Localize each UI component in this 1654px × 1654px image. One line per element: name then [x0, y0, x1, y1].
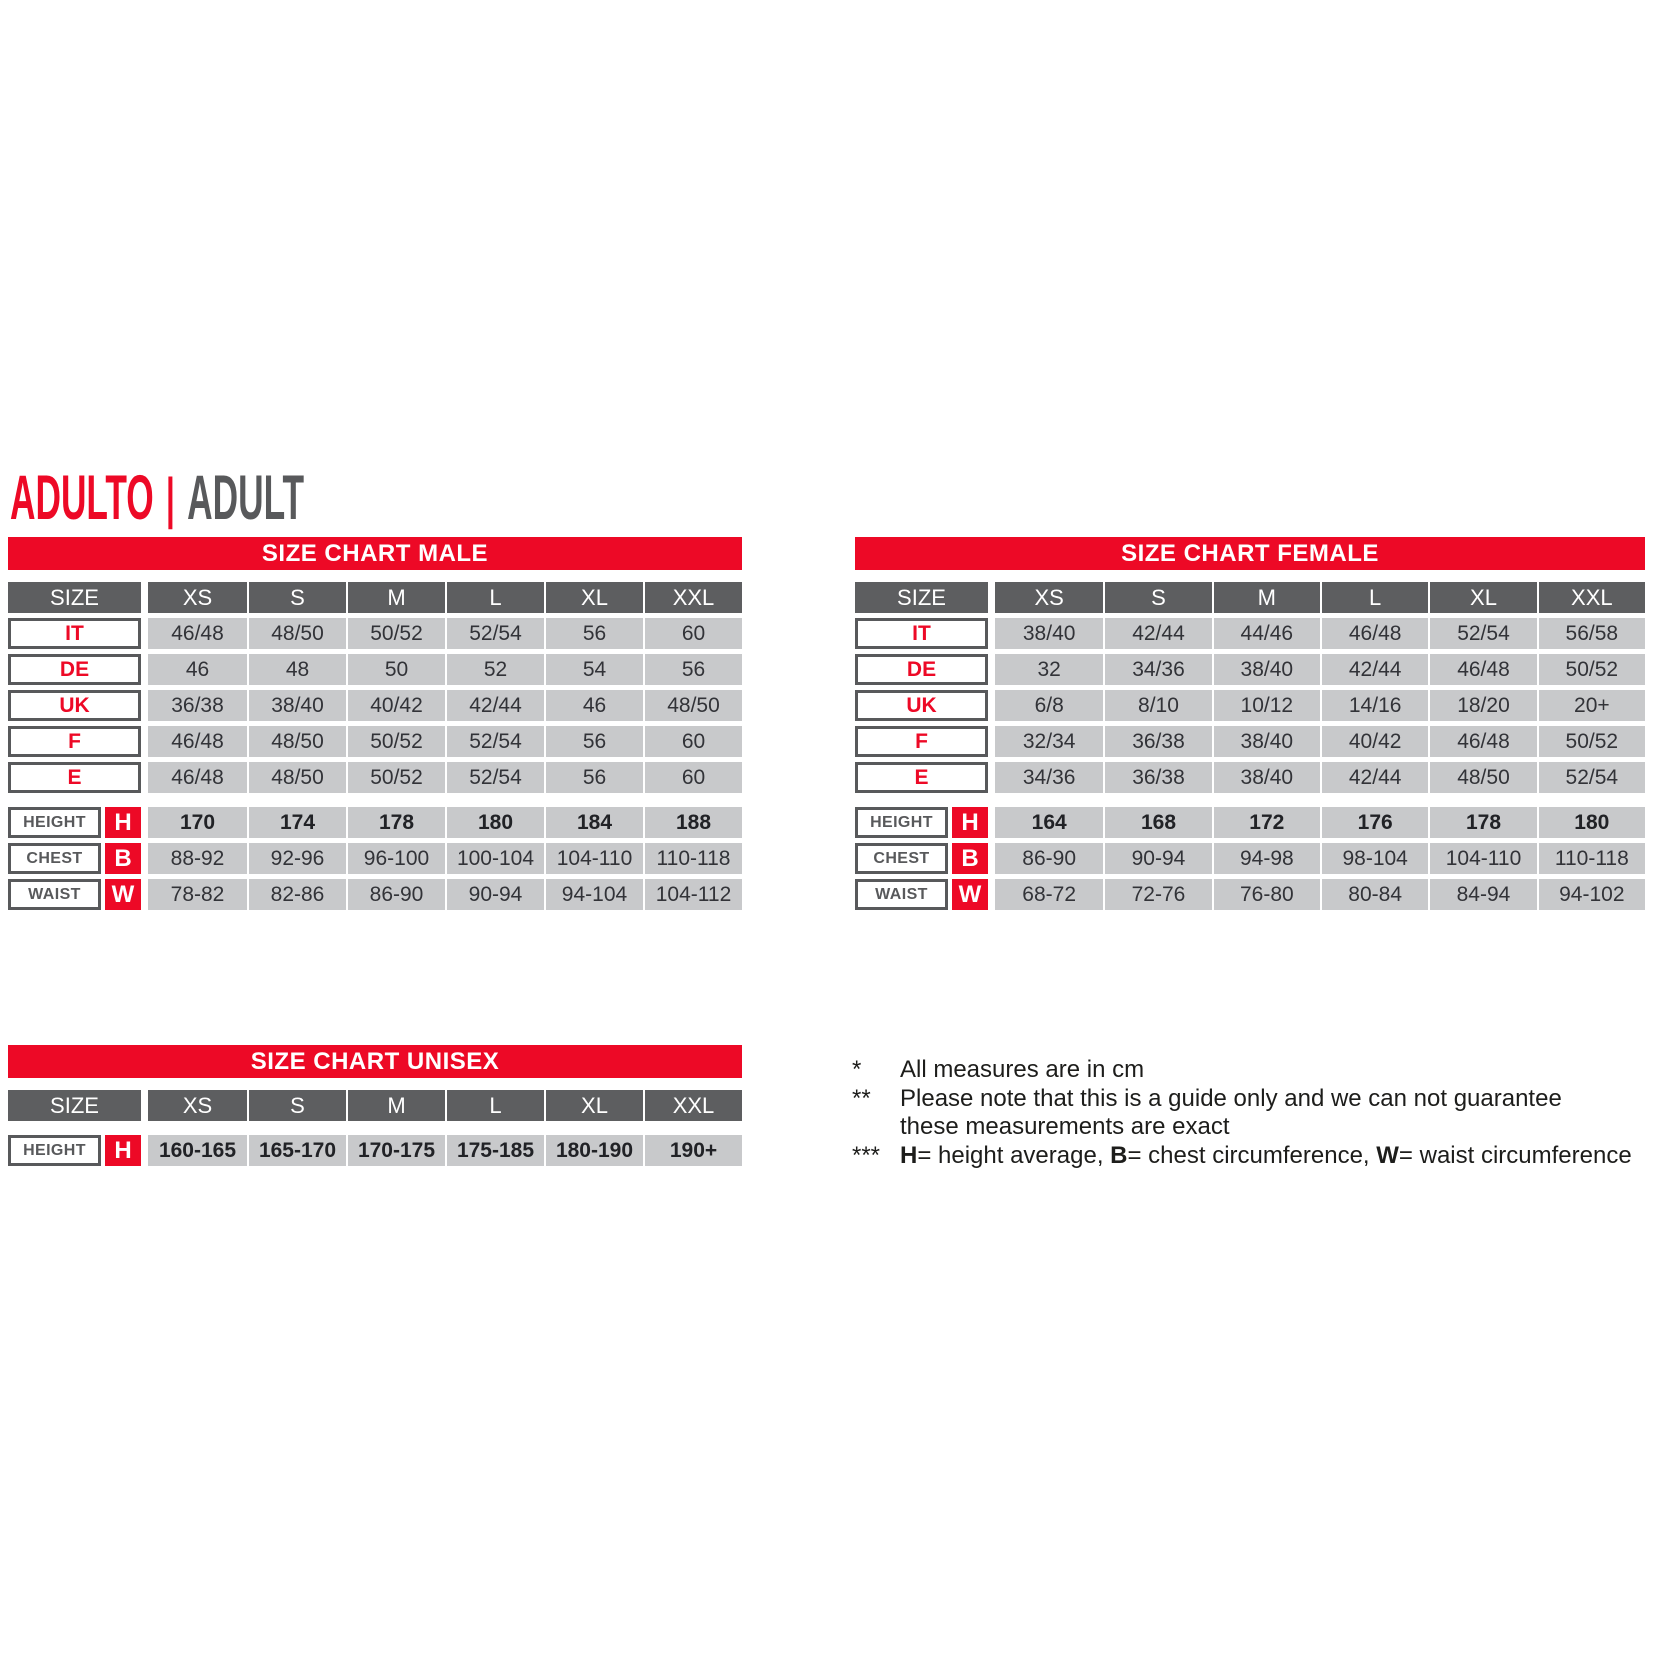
- column-header-l: L: [1320, 582, 1428, 613]
- column-header-m: M: [346, 582, 445, 613]
- column-gap: [141, 843, 148, 874]
- column-header-m: M: [1212, 582, 1320, 613]
- measure-label-text: WAIST: [8, 879, 101, 910]
- size-value-cell: 92-96: [247, 843, 346, 874]
- footnotes: [852, 1056, 1652, 1170]
- size-value-cell: 178: [1428, 807, 1536, 838]
- row-label-e: E: [855, 762, 988, 793]
- conversion-row-f: [8, 726, 742, 757]
- size-value-cell: 32: [995, 654, 1103, 685]
- column-gap: [141, 879, 148, 910]
- size-value-cell: 8/10: [1103, 690, 1211, 721]
- size-value-cell: 48/50: [1428, 762, 1536, 793]
- size-value-cell: 168: [1103, 807, 1211, 838]
- size-value-cell: 46/48: [148, 726, 247, 757]
- size-value-cell: 165-170: [247, 1135, 346, 1166]
- size-value-cell: 48/50: [247, 726, 346, 757]
- conversion-row-f: [855, 726, 1645, 757]
- size-value-cell: 94-104: [544, 879, 643, 910]
- size-value-cell: 42/44: [1103, 618, 1211, 649]
- measure-label-height: [855, 807, 988, 838]
- column-gap: [988, 654, 995, 685]
- size-value-cell: 76-80: [1212, 879, 1320, 910]
- header-row-female: [855, 582, 1645, 613]
- measure-letter-badge: B: [952, 843, 988, 874]
- size-value-cell: 50/52: [346, 762, 445, 793]
- size-value-cell: 180-190: [544, 1135, 643, 1166]
- column-header-l: L: [445, 582, 544, 613]
- measure-letter-badge: H: [105, 1135, 141, 1166]
- size-value-cell: 90-94: [1103, 843, 1211, 874]
- size-value-cell: 42/44: [1320, 654, 1428, 685]
- measure-label-text: WAIST: [855, 879, 948, 910]
- footnote-marker: ***: [852, 1141, 881, 1169]
- measure-label-text: HEIGHT: [855, 807, 948, 838]
- column-gap: [141, 654, 148, 685]
- size-value-cell: 172: [1212, 807, 1320, 838]
- size-value-cell: 34/36: [995, 762, 1103, 793]
- column-header-s: S: [247, 582, 346, 613]
- row-label-uk: UK: [8, 690, 141, 721]
- size-value-cell: 100-104: [445, 843, 544, 874]
- column-gap: [141, 690, 148, 721]
- size-value-cell: 110-118: [1537, 843, 1645, 874]
- column-header-xl: XL: [544, 1090, 643, 1121]
- measure-row-height: [8, 807, 742, 838]
- footnote-1: [852, 1056, 1652, 1085]
- column-gap: [988, 807, 995, 838]
- column-header-size: SIZE: [855, 582, 988, 613]
- size-value-cell: 42/44: [1320, 762, 1428, 793]
- size-value-cell: 56: [544, 762, 643, 793]
- header-row-male: [8, 582, 742, 613]
- size-value-cell: 56: [544, 726, 643, 757]
- size-value-cell: 164: [995, 807, 1103, 838]
- size-value-cell: 176: [1320, 807, 1428, 838]
- size-value-cell: 56: [544, 618, 643, 649]
- column-header-xl: XL: [544, 582, 643, 613]
- size-value-cell: 84-94: [1428, 879, 1536, 910]
- section-gap: [855, 793, 1645, 802]
- size-value-cell: 56: [643, 654, 742, 685]
- size-value-cell: 46/48: [1428, 654, 1536, 685]
- measure-letter-badge: H: [105, 807, 141, 838]
- size-value-cell: 52/54: [445, 726, 544, 757]
- size-value-cell: 96-100: [346, 843, 445, 874]
- row-label-de: DE: [8, 654, 141, 685]
- size-value-cell: 46: [148, 654, 247, 685]
- conversion-row-e: [8, 762, 742, 793]
- measure-letter-badge: H: [952, 807, 988, 838]
- size-value-cell: 50/52: [1537, 654, 1645, 685]
- size-value-cell: 50/52: [346, 618, 445, 649]
- size-value-cell: 94-98: [1212, 843, 1320, 874]
- size-value-cell: 46/48: [148, 618, 247, 649]
- column-gap: [141, 1135, 148, 1166]
- column-header-m: M: [346, 1090, 445, 1121]
- size-value-cell: 82-86: [247, 879, 346, 910]
- measure-label-height: [8, 807, 141, 838]
- column-header-s: S: [1103, 582, 1211, 613]
- size-value-cell: 36/38: [148, 690, 247, 721]
- column-header-xs: XS: [148, 582, 247, 613]
- size-value-cell: 18/20: [1428, 690, 1536, 721]
- column-header-size: SIZE: [8, 1090, 141, 1121]
- size-value-cell: 52/54: [1537, 762, 1645, 793]
- row-label-it: IT: [855, 618, 988, 649]
- column-header-xl: XL: [1428, 582, 1536, 613]
- conversion-row-uk: [8, 690, 742, 721]
- column-gap: [988, 843, 995, 874]
- measure-label-text: CHEST: [8, 843, 101, 874]
- size-value-cell: 50/52: [1537, 726, 1645, 757]
- measure-row-waist: [8, 879, 742, 910]
- size-value-cell: 52/54: [1428, 618, 1536, 649]
- footnote-2: [852, 1085, 1652, 1142]
- table-title-male: SIZE CHART MALE: [8, 537, 742, 570]
- size-value-cell: 94-102: [1537, 879, 1645, 910]
- conversion-row-de: [8, 654, 742, 685]
- size-value-cell: 90-94: [445, 879, 544, 910]
- size-value-cell: 170-175: [346, 1135, 445, 1166]
- size-value-cell: 48/50: [643, 690, 742, 721]
- size-value-cell: 170: [148, 807, 247, 838]
- size-value-cell: 175-185: [445, 1135, 544, 1166]
- size-value-cell: 38/40: [247, 690, 346, 721]
- size-value-cell: 68-72: [995, 879, 1103, 910]
- size-value-cell: 178: [346, 807, 445, 838]
- column-gap: [141, 726, 148, 757]
- column-gap: [141, 582, 148, 613]
- size-value-cell: 104-110: [544, 843, 643, 874]
- row-label-it: IT: [8, 618, 141, 649]
- size-value-cell: 38/40: [1212, 726, 1320, 757]
- size-value-cell: 42/44: [445, 690, 544, 721]
- conversion-row-uk: [855, 690, 1645, 721]
- measure-label-chest: [855, 843, 988, 874]
- column-gap: [141, 762, 148, 793]
- size-value-cell: 48/50: [247, 762, 346, 793]
- size-value-cell: 180: [1537, 807, 1645, 838]
- size-value-cell: 160-165: [148, 1135, 247, 1166]
- measure-label-waist: [8, 879, 141, 910]
- size-value-cell: 14/16: [1320, 690, 1428, 721]
- measure-label-waist: [855, 879, 988, 910]
- conversion-row-de: [855, 654, 1645, 685]
- size-value-cell: 60: [643, 762, 742, 793]
- size-value-cell: 54: [544, 654, 643, 685]
- column-header-l: L: [445, 1090, 544, 1121]
- footnote-text: [900, 1056, 1652, 1085]
- size-value-cell: 60: [643, 726, 742, 757]
- measure-letter-badge: W: [105, 879, 141, 910]
- column-header-xxl: XXL: [643, 582, 742, 613]
- size-value-cell: 60: [643, 618, 742, 649]
- conversion-row-it: [8, 618, 742, 649]
- table-title-female: SIZE CHART FEMALE: [855, 537, 1645, 570]
- size-value-cell: 32/34: [995, 726, 1103, 757]
- footnote-line: H= height average, B= chest circumference, W= waist circumference: [900, 1141, 1632, 1169]
- measure-row-height: [855, 807, 1645, 838]
- size-value-cell: 86-90: [346, 879, 445, 910]
- size-value-cell: 174: [247, 807, 346, 838]
- column-header-xs: XS: [148, 1090, 247, 1121]
- column-gap: [141, 807, 148, 838]
- size-value-cell: 110-118: [643, 843, 742, 874]
- size-value-cell: 36/38: [1103, 726, 1211, 757]
- size-value-cell: 44/46: [1212, 618, 1320, 649]
- column-gap: [988, 726, 995, 757]
- row-label-uk: UK: [855, 690, 988, 721]
- column-header-size: SIZE: [8, 582, 141, 613]
- size-value-cell: 48/50: [247, 618, 346, 649]
- size-value-cell: 50/52: [346, 726, 445, 757]
- conversion-row-it: [855, 618, 1645, 649]
- size-value-cell: 34/36: [1103, 654, 1211, 685]
- measure-label-height: [8, 1135, 141, 1166]
- footnote-text: [900, 1085, 1652, 1142]
- column-header-xxl: XXL: [1537, 582, 1645, 613]
- size-value-cell: 52: [445, 654, 544, 685]
- section-gap: [8, 793, 742, 802]
- size-value-cell: 48: [247, 654, 346, 685]
- size-value-cell: 38/40: [1212, 762, 1320, 793]
- size-value-cell: 56/58: [1537, 618, 1645, 649]
- conversion-row-e: [855, 762, 1645, 793]
- column-header-xs: XS: [995, 582, 1103, 613]
- footnote-line: these measurements are exact: [900, 1113, 1230, 1140]
- measure-letter-badge: B: [105, 843, 141, 874]
- size-value-cell: 104-110: [1428, 843, 1536, 874]
- title-separator: |: [166, 466, 175, 529]
- measure-row-chest: [8, 843, 742, 874]
- table-title-unisex: SIZE CHART UNISEX: [8, 1045, 742, 1078]
- size-value-cell: 6/8: [995, 690, 1103, 721]
- size-value-cell: 184: [544, 807, 643, 838]
- footnote-text: [900, 1142, 1652, 1171]
- size-value-cell: 40/42: [1320, 726, 1428, 757]
- measure-row-waist: [855, 879, 1645, 910]
- size-value-cell: 10/12: [1212, 690, 1320, 721]
- size-value-cell: 46/48: [1320, 618, 1428, 649]
- footnote-line: All measures are in cm: [900, 1056, 1145, 1083]
- page-title-primary: ADULTO: [10, 463, 154, 533]
- size-chart-unisex: [8, 1045, 742, 1166]
- size-value-cell: 188: [643, 807, 742, 838]
- size-value-cell: 46/48: [1428, 726, 1536, 757]
- size-value-cell: 78-82: [148, 879, 247, 910]
- size-value-cell: 80-84: [1320, 879, 1428, 910]
- size-value-cell: 40/42: [346, 690, 445, 721]
- size-value-cell: 50: [346, 654, 445, 685]
- measure-row-chest: [855, 843, 1645, 874]
- column-gap: [988, 762, 995, 793]
- row-label-f: F: [855, 726, 988, 757]
- measure-row-height: [8, 1135, 742, 1166]
- column-gap: [988, 618, 995, 649]
- page-title: [10, 458, 304, 538]
- column-header-s: S: [247, 1090, 346, 1121]
- size-value-cell: 20+: [1537, 690, 1645, 721]
- size-value-cell: 38/40: [1212, 654, 1320, 685]
- size-value-cell: 190+: [643, 1135, 742, 1166]
- measure-label-chest: [8, 843, 141, 874]
- column-header-xxl: XXL: [643, 1090, 742, 1121]
- footnote-marker: **: [852, 1084, 871, 1112]
- column-gap: [988, 879, 995, 910]
- size-value-cell: 46/48: [148, 762, 247, 793]
- measure-label-text: HEIGHT: [8, 807, 101, 838]
- section-gap: [8, 1121, 742, 1130]
- size-value-cell: 52/54: [445, 618, 544, 649]
- size-value-cell: 36/38: [1103, 762, 1211, 793]
- size-chart-male: [8, 537, 742, 910]
- size-value-cell: 88-92: [148, 843, 247, 874]
- size-value-cell: 180: [445, 807, 544, 838]
- column-gap: [141, 618, 148, 649]
- size-value-cell: 38/40: [995, 618, 1103, 649]
- page-title-secondary: ADULT: [187, 463, 305, 533]
- footnote-marker: *: [852, 1056, 862, 1083]
- header-row-unisex: [8, 1090, 742, 1121]
- size-value-cell: 86-90: [995, 843, 1103, 874]
- column-gap: [988, 582, 995, 613]
- column-gap: [988, 690, 995, 721]
- measure-label-text: HEIGHT: [8, 1135, 101, 1166]
- size-value-cell: 98-104: [1320, 843, 1428, 874]
- row-label-de: DE: [855, 654, 988, 685]
- size-chart-female: [855, 537, 1645, 910]
- measure-letter-badge: W: [952, 879, 988, 910]
- column-gap: [141, 1090, 148, 1121]
- size-value-cell: 52/54: [445, 762, 544, 793]
- size-value-cell: 46: [544, 690, 643, 721]
- row-label-e: E: [8, 762, 141, 793]
- row-label-f: F: [8, 726, 141, 757]
- measure-label-text: CHEST: [855, 843, 948, 874]
- footnote-line: Please note that this is a guide only and we can not guarantee: [900, 1084, 1562, 1112]
- footnote-3: [852, 1142, 1652, 1171]
- size-value-cell: 104-112: [643, 879, 742, 910]
- size-value-cell: 72-76: [1103, 879, 1211, 910]
